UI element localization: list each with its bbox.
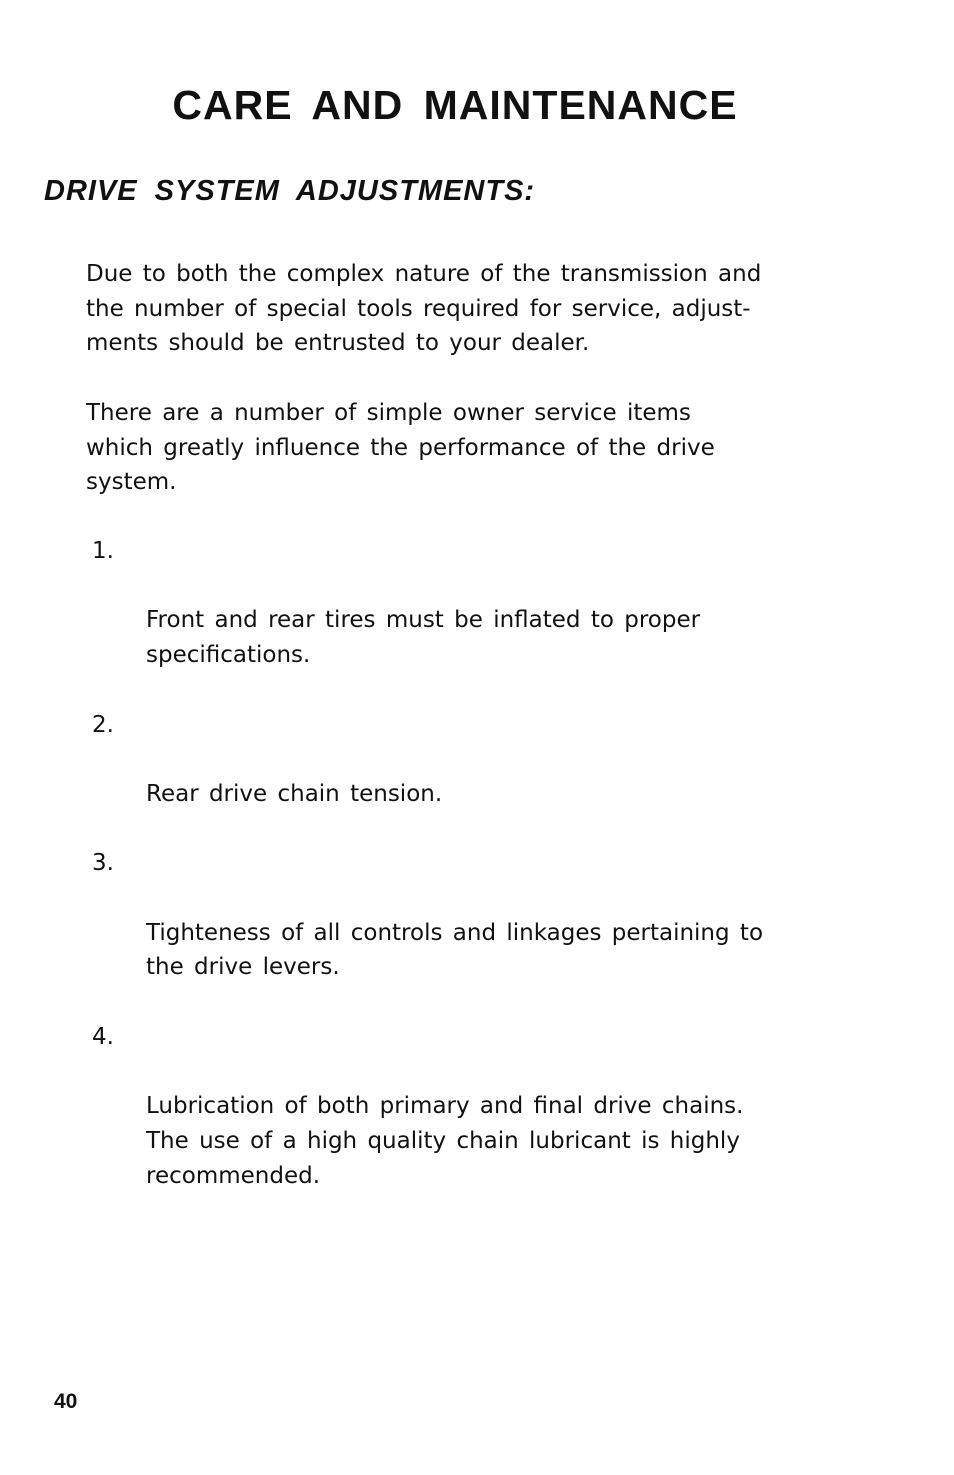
list-item-number: 4. [92, 1023, 114, 1050]
list-item-number: 3. [92, 850, 114, 877]
service-items-list [86, 534, 846, 1228]
list-item [86, 534, 846, 673]
intro-paragraph: Due to both the complex nature of the transmission and the number of special tools required for service, adjust- ments should be entrusted to your dealer. [86, 261, 762, 357]
list-item [86, 1020, 846, 1194]
page-title: CARE AND MAINTENANCE [172, 82, 738, 128]
list-item-text: Tighteness of all controls and linkages pertaining to the drive levers. [146, 919, 764, 981]
list-item-text: Rear drive chain tension. [146, 780, 443, 807]
list-item-text: Lubrication of both primary and final drive chains. The use of a high quality chain lubricant is highly recommended. [146, 1093, 744, 1189]
page-number: 40 [54, 1390, 78, 1413]
list-item [86, 708, 846, 812]
list-item [86, 846, 846, 985]
service-items-paragraph: There are a number of simple owner service items which greatly influence the performance of the drive system. [86, 400, 715, 496]
list-item-text: Front and rear tires must be inflated to proper specifications. [146, 607, 701, 669]
section-heading: DRIVE SYSTEM ADJUSTMENTS: [44, 175, 536, 207]
list-item-number: 1. [92, 538, 114, 564]
list-item-number: 2. [92, 711, 114, 738]
